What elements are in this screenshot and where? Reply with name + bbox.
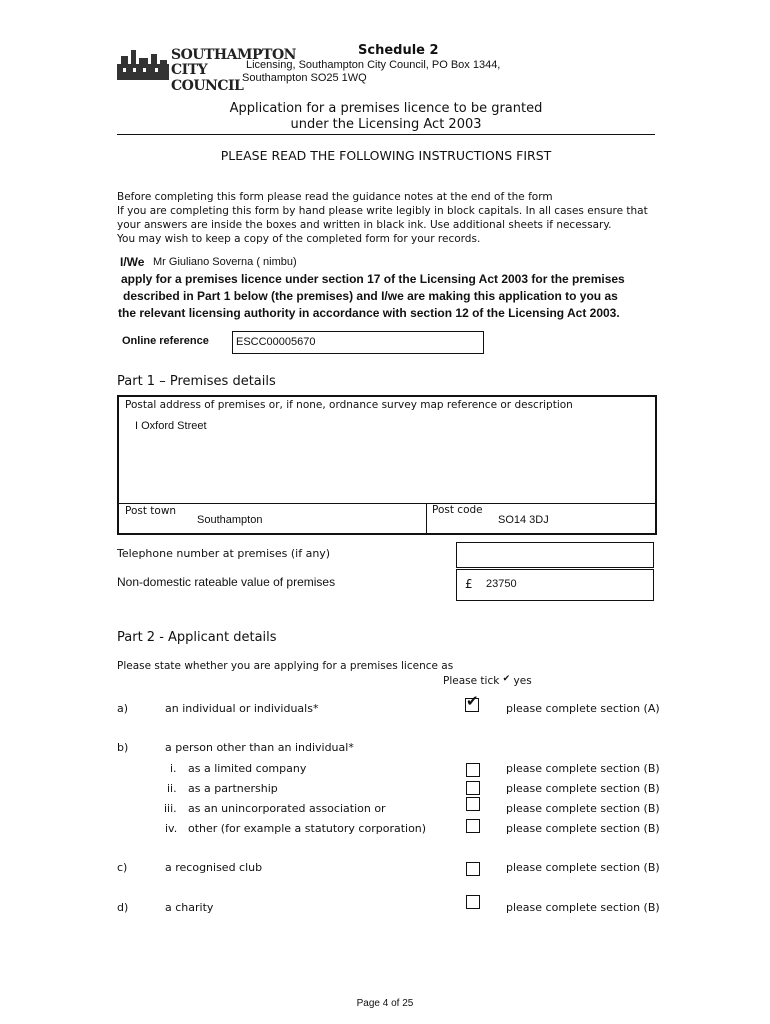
option-label: a recognised club xyxy=(165,861,263,874)
form-title xyxy=(117,101,655,133)
telephone-field[interactable] xyxy=(456,542,654,568)
post-row-divider xyxy=(119,503,655,504)
page-number: Page 4 of 25 xyxy=(356,998,414,1009)
online-reference-field[interactable] xyxy=(232,331,484,354)
rateable-value: 23750 xyxy=(486,578,517,590)
option-note: please complete section (B) xyxy=(506,802,660,815)
checkbox-individual[interactable] xyxy=(465,692,479,712)
sub-option-numeral: ii. xyxy=(167,782,177,795)
council-address-line-2: Southampton SO25 1WQ xyxy=(242,72,367,84)
sub-option-numeral: iv. xyxy=(165,822,178,835)
instruction-line: your answers are inside the boxes and written in black ink. Use additional sheets if necessary. xyxy=(117,219,612,231)
part1-heading: Part 1 – Premises details xyxy=(117,374,276,389)
part2-intro: Please state whether you are applying for a premises licence as xyxy=(117,660,454,672)
telephone-label: Telephone number at premises (if any) xyxy=(117,547,331,560)
instructions-text xyxy=(117,190,648,246)
option-note: please complete section (A) xyxy=(506,702,660,715)
post-town-label: Post town xyxy=(125,505,177,517)
sub-option-label: as a partnership xyxy=(188,782,278,795)
logo-line-2: CITY COUNCIL xyxy=(171,62,244,94)
option-letter: d) xyxy=(117,901,129,914)
option-letter: a) xyxy=(117,702,129,715)
sub-option-label: as a limited company xyxy=(188,762,307,775)
sub-option-label: as an unincorporated association or xyxy=(188,802,386,815)
checkbox-partnership[interactable] xyxy=(466,781,480,795)
checkbox-other-statutory[interactable] xyxy=(466,819,480,833)
part2-heading: Part 2 - Applicant details xyxy=(117,630,277,645)
sub-option-numeral: i. xyxy=(170,762,177,775)
sub-option-numeral: iii. xyxy=(164,802,177,815)
option-note: please complete section (B) xyxy=(506,901,660,914)
option-letter: c) xyxy=(117,861,128,874)
statement-line: apply for a premises licence under section 17 of the Licensing Act 2003 for the premises xyxy=(121,272,625,286)
form-title-line-2: under the Licensing Act 2003 xyxy=(290,117,482,132)
online-reference-value: ESCC00005670 xyxy=(236,336,316,348)
option-letter: b) xyxy=(117,741,129,754)
post-town-value: Southampton xyxy=(197,514,263,526)
iwe-value[interactable]: Mr Giuliano Soverna ( nimbu) xyxy=(153,256,297,268)
premises-address-value: I Oxford Street xyxy=(135,420,207,432)
option-note: please complete section (B) xyxy=(506,861,660,874)
sub-option-label: other (for example a statutory corporation) xyxy=(188,822,427,835)
post-col-divider xyxy=(426,503,427,533)
iwe-label: I/We xyxy=(120,255,145,269)
instruction-line: You may wish to keep a copy of the completed form for your records. xyxy=(117,233,481,245)
tick-icon: ✔ xyxy=(502,674,511,684)
option-note: please complete section (B) xyxy=(506,762,660,775)
instruction-line: If you are completing this form by hand please write legibly in block capitals. In all cases ensure that xyxy=(117,205,648,217)
checkbox-unincorporated-association[interactable] xyxy=(466,797,480,811)
logo-line-1: SOUTHAMPTON xyxy=(171,47,296,63)
option-label: a person other than an individual* xyxy=(165,741,354,754)
option-label: a charity xyxy=(165,901,214,914)
checkbox-recognised-club[interactable] xyxy=(466,862,480,876)
rateable-value-label: Non-domestic rateable value of premises xyxy=(117,575,336,589)
tick-instruction xyxy=(443,675,532,687)
premises-address-box[interactable] xyxy=(117,395,657,535)
applicant-statement xyxy=(118,271,666,322)
tick-suffix: yes xyxy=(513,675,532,687)
option-note: please complete section (B) xyxy=(506,822,660,835)
statement-line: described in Part 1 below (the premises) and I/we are making this application to you as xyxy=(123,289,618,303)
checkbox-limited-company[interactable] xyxy=(466,763,480,777)
skyline-icon xyxy=(117,46,169,80)
premises-address-label: Postal address of premises or, if none, ordnance survey map reference or description xyxy=(125,399,573,411)
rateable-value-field[interactable] xyxy=(456,569,654,601)
post-code-label: Post code xyxy=(432,504,483,516)
option-label: an individual or individuals* xyxy=(165,702,319,715)
tick-prefix: Please tick xyxy=(443,675,500,687)
title-divider xyxy=(117,134,655,135)
form-title-line-1: Application for a premises licence to be granted xyxy=(229,101,543,116)
online-reference-label: Online reference xyxy=(122,335,209,347)
checkbox-tick-icon: ✔ xyxy=(466,692,479,710)
schedule-title: Schedule 2 xyxy=(358,43,439,58)
instruction-line: Before completing this form please read the guidance notes at the end of the form xyxy=(117,191,553,203)
option-note: please complete section (B) xyxy=(506,782,660,795)
instructions-heading: PLEASE READ THE FOLLOWING INSTRUCTIONS FIRST xyxy=(220,148,552,163)
post-code-value: SO14 3DJ xyxy=(498,514,549,526)
currency-symbol: £ xyxy=(465,577,473,591)
council-address-line-1: Licensing, Southampton City Council, PO Box 1344, xyxy=(246,59,501,71)
statement-line: the relevant licensing authority in accordance with section 12 of the Licensing Act 2003. xyxy=(118,306,620,320)
checkbox-charity[interactable] xyxy=(466,895,480,909)
